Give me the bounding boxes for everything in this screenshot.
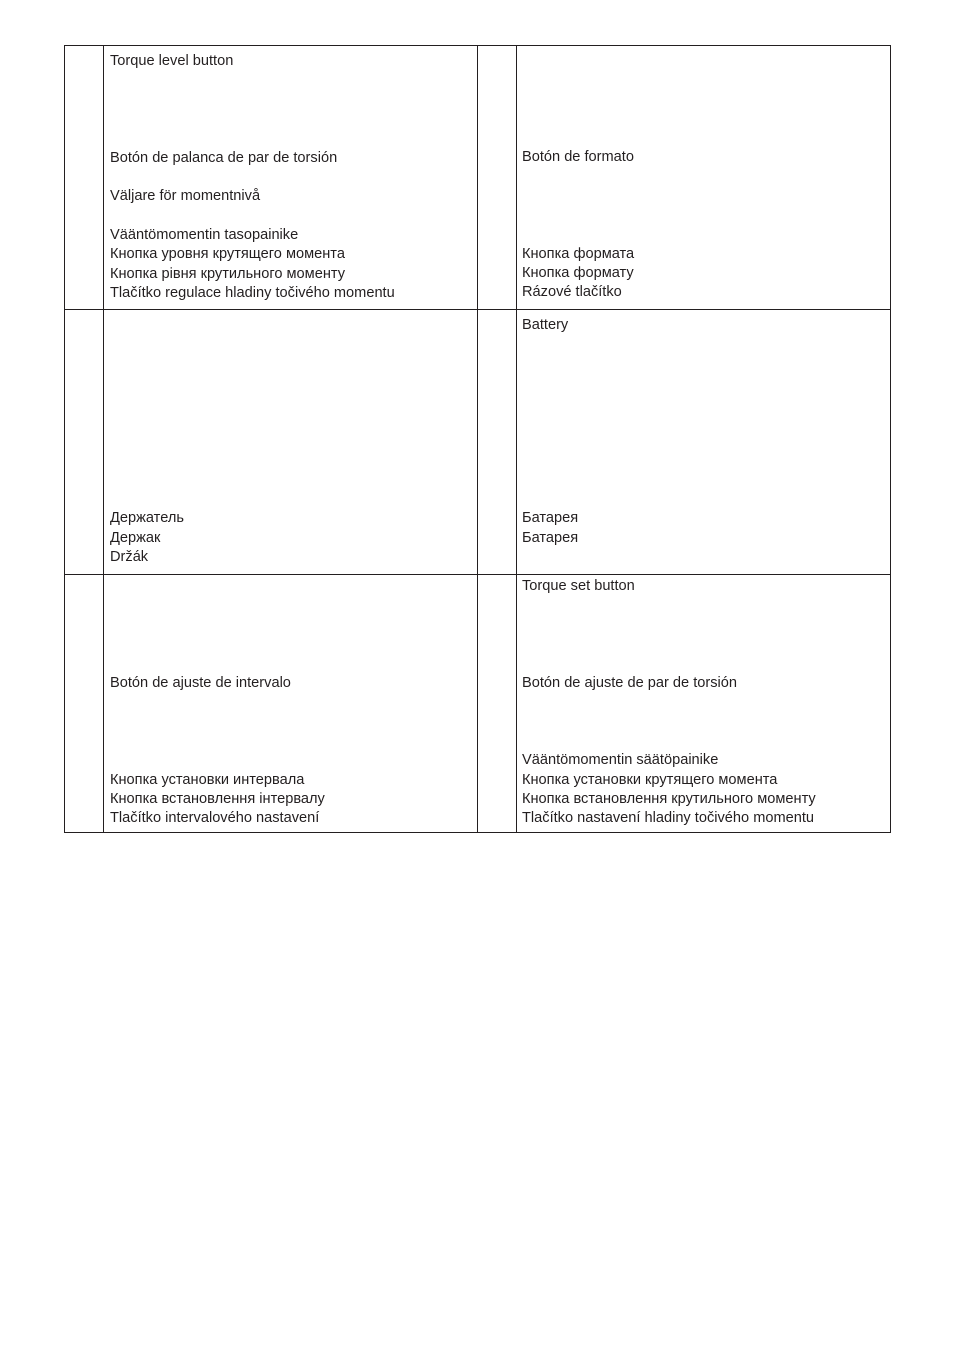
part-label-es: Botón de palanca de par de torsión xyxy=(110,150,338,166)
part-label-ru: Кнопка установки интервала xyxy=(110,772,305,788)
part-label-en: Torque set button xyxy=(522,578,635,594)
part-label-es: Botón de ajuste de par de torsión xyxy=(522,675,738,691)
part-label-ru: Батарея xyxy=(522,510,579,526)
table-divider xyxy=(516,46,517,832)
part-label-uk: Кнопка рівня крутильного моменту xyxy=(110,266,346,282)
part-label-cs: Tlačítko nastavení hladiny točivého momentu xyxy=(522,810,815,826)
part-label-es: Botón de ajuste de intervalo xyxy=(110,675,291,691)
part-label-en: Torque level button xyxy=(110,53,234,69)
part-label-uk: Кнопка встановлення інтервалу xyxy=(110,791,325,807)
part-label-ru: Кнопка установки крутящего момента xyxy=(522,772,778,788)
part-label-uk: Кнопка встановлення крутильного моменту xyxy=(522,791,816,807)
part-label-es: Botón de formato xyxy=(522,149,634,165)
part-label-ru: Кнопка формата xyxy=(522,246,635,262)
part-label-cs: Tlačítko intervalového nastavení xyxy=(110,810,320,826)
part-label-cs: Držák xyxy=(110,549,149,565)
part-label-en: Battery xyxy=(522,317,569,333)
part-label-sv: Väljare för momentnivå xyxy=(110,188,261,204)
table-divider xyxy=(477,46,478,832)
part-label-ru: Кнопка уровня крутящего момента xyxy=(110,246,345,262)
part-label-cs: Tlačítko regulace hladiny točivého momentu xyxy=(110,285,395,301)
part-label-ru: Держатель xyxy=(110,510,184,526)
part-label-uk: Кнопка формату xyxy=(522,265,634,281)
part-label-fi: Vääntömomentin säätöpainike xyxy=(522,752,719,768)
table-divider xyxy=(65,309,890,310)
part-label-fi: Vääntömomentin tasopainike xyxy=(110,227,299,243)
part-label-uk: Держак xyxy=(110,530,161,546)
part-label-cs: Rázové tlačítko xyxy=(522,284,622,300)
table-divider xyxy=(65,574,890,575)
part-label-uk: Батарея xyxy=(522,530,579,546)
table-divider xyxy=(103,46,104,832)
